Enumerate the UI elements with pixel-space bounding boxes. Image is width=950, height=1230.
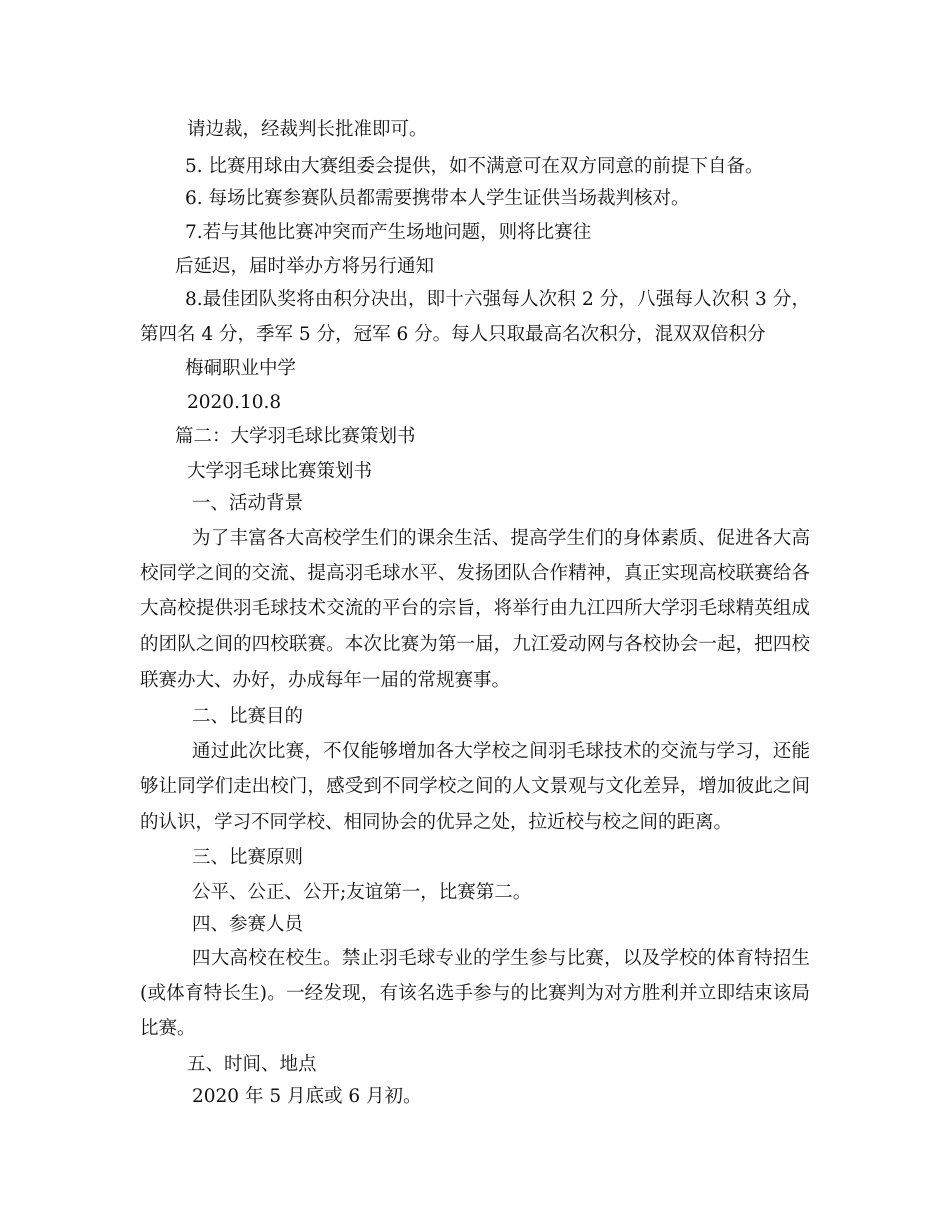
- text-line: 后延迟，届时举办方将另行通知: [175, 256, 435, 277]
- text-line: 6. 每场比赛参赛队员都需要携带本人学生证供当场裁判核对。: [185, 188, 690, 209]
- section-heading: 一、活动背景: [192, 493, 304, 514]
- text-line: 7.若与其他比赛冲突而产生场地问题，则将比赛往: [185, 222, 592, 243]
- text-line: 2020 年 5 月底或 6 月初。: [192, 1086, 422, 1107]
- text-line: 的认识，学习不同学校、相同协会的优异之处，拉近校与校之间的距离。: [140, 812, 733, 833]
- section-heading: 四、参赛人员: [192, 914, 304, 935]
- text-line: 通过此次比赛，不仅能够增加各大学校之间羽毛球技术的交流与学习，还能: [192, 741, 810, 762]
- text-line: 比赛。: [140, 1018, 196, 1039]
- text-line: 够让同学们走出校门，感受到不同学校之间的人文景观与文化差异，增加彼此之间: [140, 776, 810, 797]
- text-line: 的团队之间的四校联赛。本次比赛为第一届，九江爱动网与各校协会一起，把四校: [140, 634, 810, 655]
- text-line: 为了丰富各大高校学生们的课余生活、提高学生们的身体素质、促进各大高: [192, 528, 810, 549]
- section-heading: 五、时间、地点: [187, 1054, 317, 1075]
- text-line: 请边裁，经裁判长批准即可。: [187, 119, 428, 140]
- text-line: 校同学之间的交流、提高羽毛球水平、发扬团队合作精神，真正实现高校联赛给各: [140, 563, 810, 584]
- text-line: 第四名 4 分，季军 5 分，冠军 6 分。每人只取最高名次积分，混双双倍积分: [140, 324, 766, 345]
- text-line: 大高校提供羽毛球技术交流的平台的宗旨，将举行由九江四所大学羽毛球精英组成: [140, 598, 810, 619]
- text-line: 8.最佳团队奖将由积分决出，即十六强每人次积 2 分，八强每人次积 3 分，: [185, 289, 810, 310]
- document-title: 大学羽毛球比赛策划书: [187, 461, 373, 482]
- signature-org: 梅硐职业中学: [185, 358, 297, 379]
- text-line: 联赛办大、办好，办成每年一届的常规赛事。: [140, 670, 511, 691]
- text-line: 公平、公正、公开;友谊第一，比赛第二。: [192, 882, 532, 903]
- text-line: 四大高校在校生。禁止羽毛球专业的学生参与比赛，以及学校的体育特招生: [192, 948, 810, 969]
- section-heading: 篇二：大学羽毛球比赛策划书: [175, 426, 416, 447]
- signature-date: 2020.10.8: [187, 392, 282, 413]
- text-line: (或体育特长生)。一经发现，有该名选手参与的比赛判为对方胜利并立即结束该局: [140, 983, 810, 1004]
- text-line: 5. 比赛用球由大赛组委会提供，如不满意可在双方同意的前提下自备。: [185, 156, 764, 177]
- section-heading: 三、比赛原则: [192, 847, 304, 868]
- section-heading: 二、比赛目的: [192, 706, 304, 727]
